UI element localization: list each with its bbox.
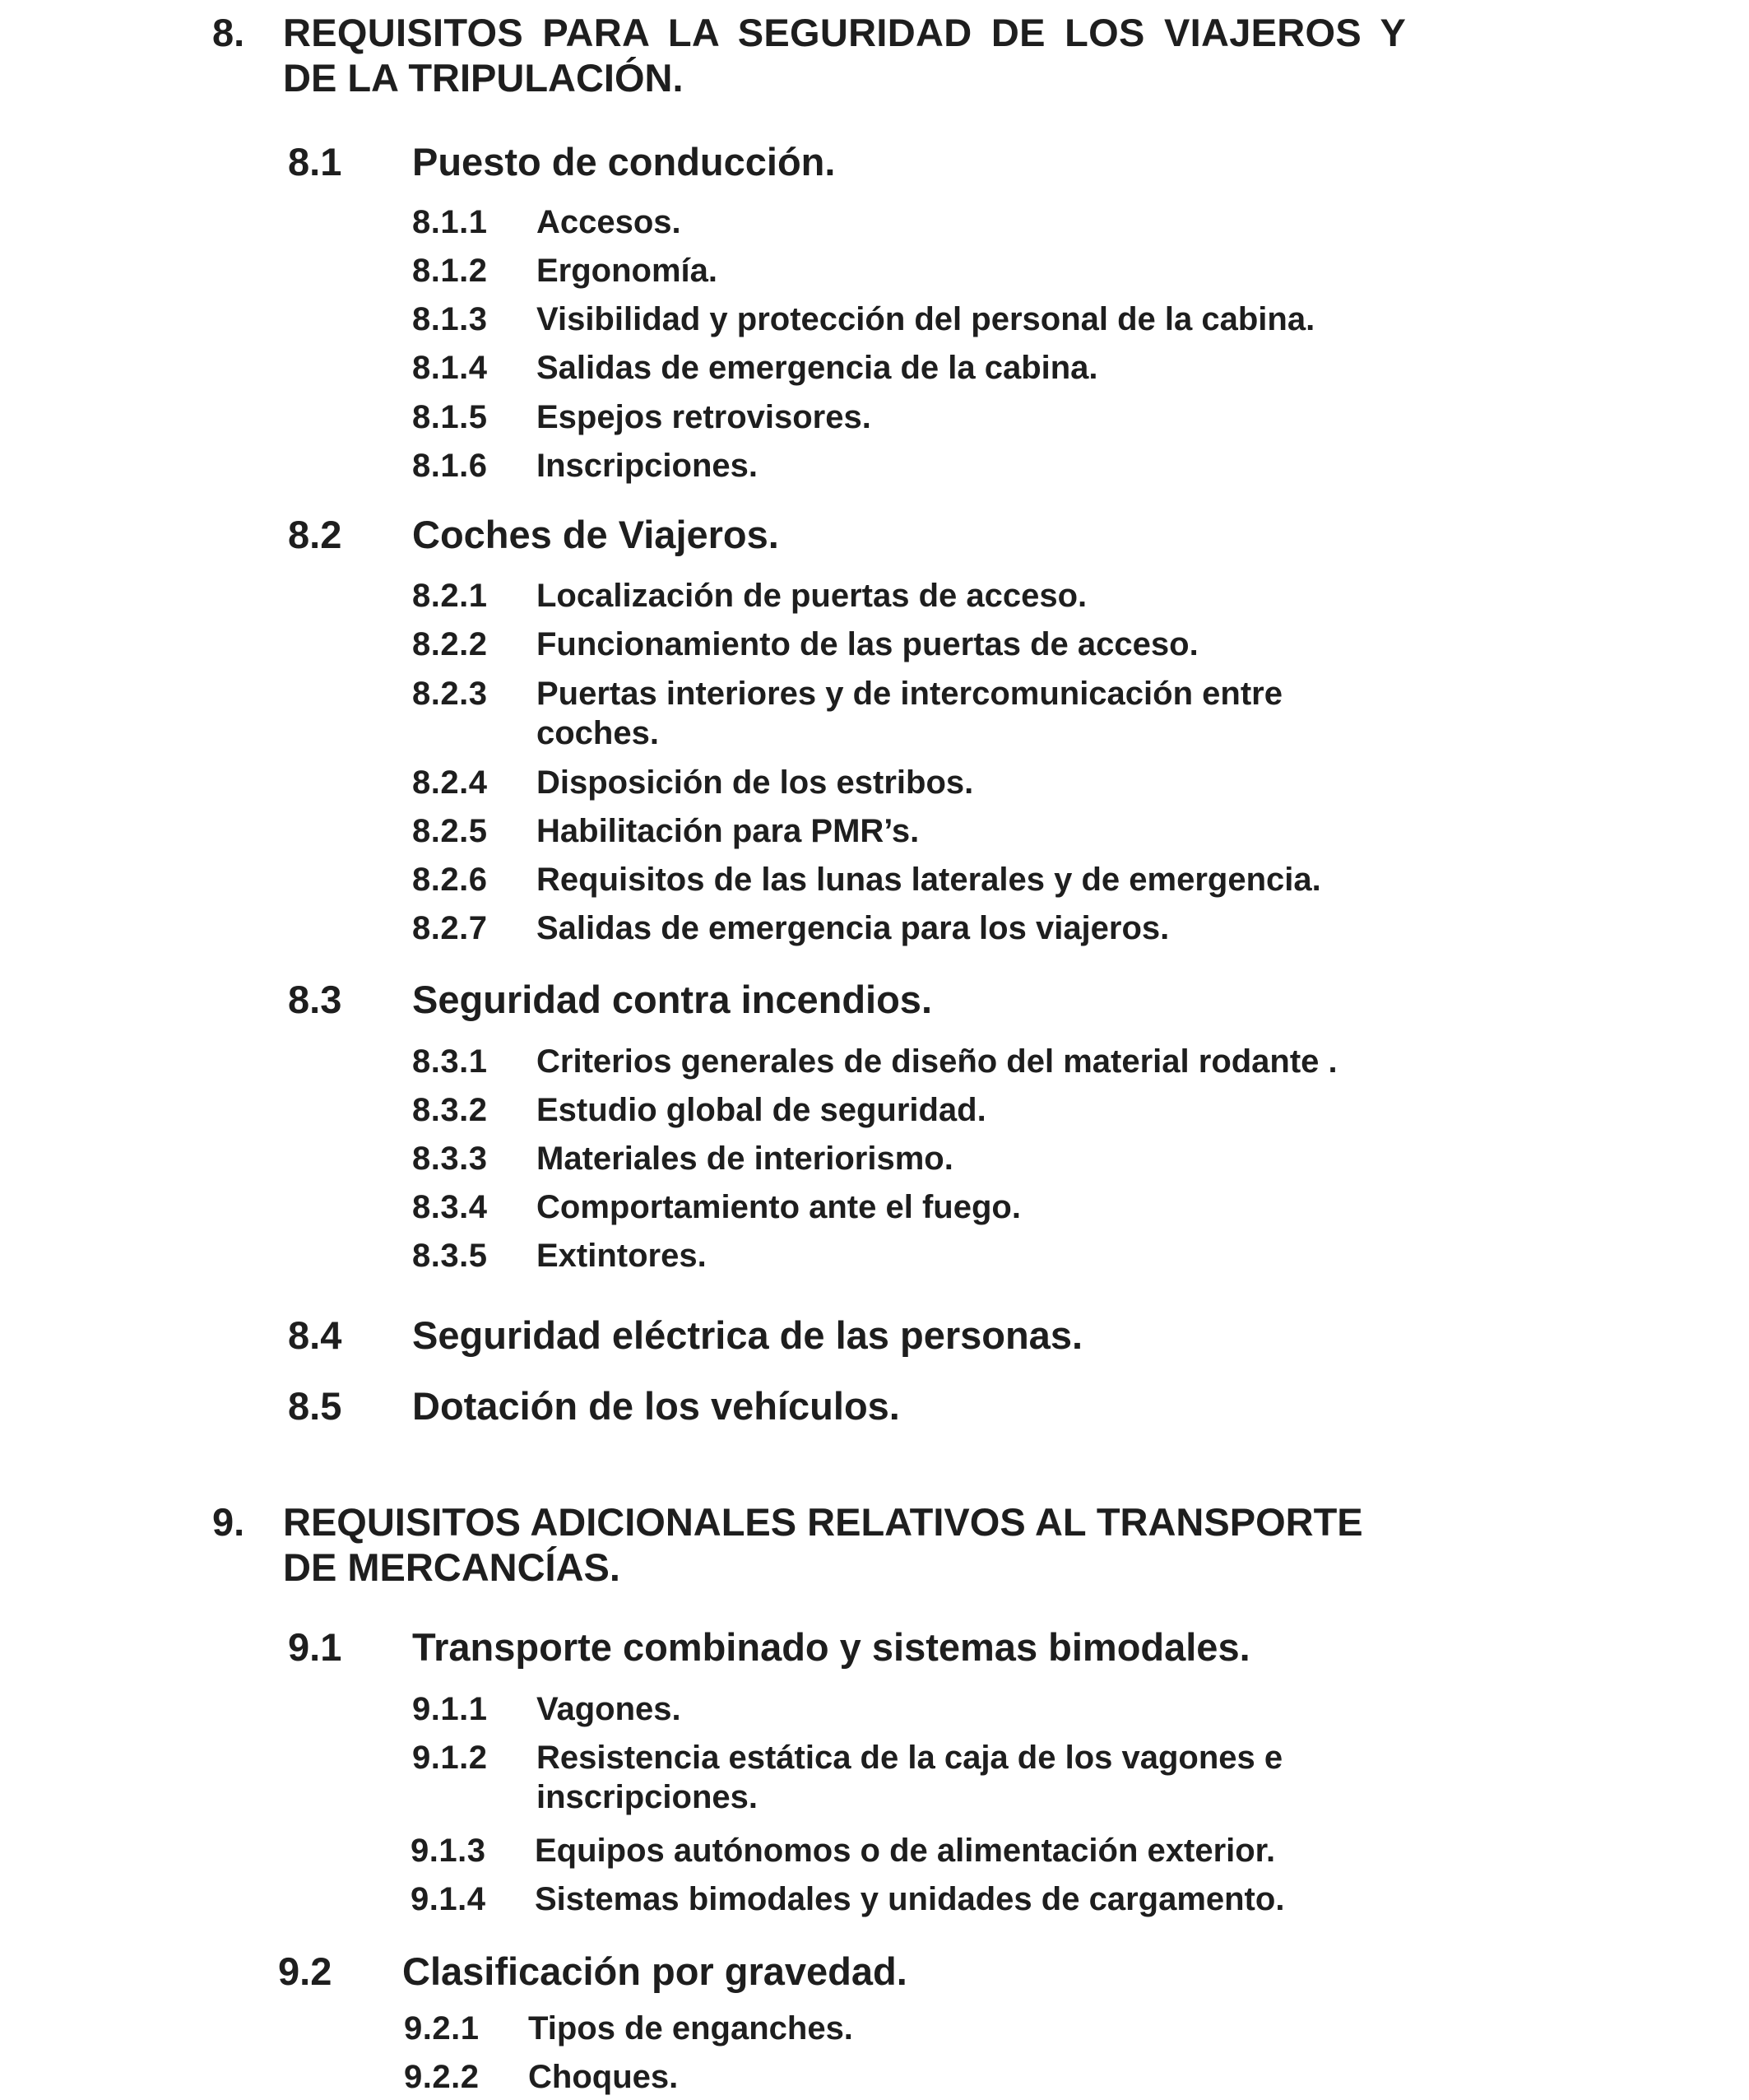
subsection-number: 9.2.1 xyxy=(404,2010,480,2047)
subsection-number: 8.1.3 xyxy=(412,301,488,337)
subsection-number: 8.3.1 xyxy=(412,1043,488,1080)
subsection-title: Salidas de emergencia para los viajeros. xyxy=(536,910,1170,946)
subsection-title xyxy=(536,1738,1283,1817)
chapter-title-line: REQUISITOS ADICIONALES RELATIVOS AL TRANSPORTE xyxy=(283,1500,1363,1544)
section-title: Seguridad eléctrica de las personas. xyxy=(412,1313,1083,1357)
subsection-title: Salidas de emergencia de la cabina. xyxy=(536,350,1098,386)
section-number: 8.4 xyxy=(288,1313,342,1357)
subsection-number: 8.1.2 xyxy=(412,253,488,289)
section-number: 8.2 xyxy=(288,513,342,556)
subsection-number: 8.2.7 xyxy=(412,910,488,946)
section-title: Dotación de los vehículos. xyxy=(412,1384,900,1428)
subsection-number: 8.1.5 xyxy=(412,399,488,435)
subsection-title-line: coches. xyxy=(536,715,659,751)
section-number: 8.1 xyxy=(288,140,342,184)
section-title: Puesto de conducción. xyxy=(412,140,836,184)
subsection-number: 8.2.2 xyxy=(412,626,488,662)
chapter-number: 8. xyxy=(212,11,245,54)
subsection-title: Choques. xyxy=(528,2059,679,2095)
section-number: 9.1 xyxy=(288,1625,342,1669)
subsection-title: Disposición de los estribos. xyxy=(536,764,974,801)
subsection-title: Materiales de interiorismo. xyxy=(536,1141,953,1177)
subsection-title: Espejos retrovisores. xyxy=(536,399,871,435)
chapter-number: 9. xyxy=(212,1500,245,1544)
chapter-title xyxy=(285,10,1437,100)
chapter-title-line: REQUISITOS PARA LA SEGURIDAD DE LOS VIAJEROS Y xyxy=(283,11,1407,54)
subsection-number: 8.3.3 xyxy=(412,1141,488,1177)
subsection-title: Visibilidad y protección del personal de la cabina. xyxy=(536,301,1315,337)
subsection-number: 8.3.5 xyxy=(412,1238,488,1274)
subsection-title-line: inscripciones. xyxy=(536,1779,758,1815)
subsection-title: Tipos de enganches. xyxy=(528,2010,853,2047)
subsection-title: Inscripciones. xyxy=(536,448,758,484)
subsection-title: Requisitos de las lunas laterales y de emergencia. xyxy=(536,862,1321,898)
subsection-title xyxy=(536,674,1283,753)
subsection-title: Extintores. xyxy=(536,1238,707,1274)
section-number: 8.3 xyxy=(288,978,342,1021)
subsection-title: Criterios generales de diseño del material rodante . xyxy=(536,1043,1338,1080)
subsection-title: Comportamiento ante el fuego. xyxy=(536,1189,1021,1225)
subsection-number: 8.2.3 xyxy=(412,676,488,712)
section-title: Seguridad contra incendios. xyxy=(412,978,932,1021)
subsection-title: Funcionamiento de las puertas de acceso. xyxy=(536,626,1199,662)
subsection-title: Vagones. xyxy=(536,1691,681,1727)
subsection-number: 9.1.2 xyxy=(412,1740,488,1776)
section-title: Transporte combinado y sistemas bimodales. xyxy=(412,1625,1250,1669)
subsection-number: 8.2.4 xyxy=(412,764,488,801)
subsection-number: 9.1.3 xyxy=(411,1833,486,1869)
subsection-title: Estudio global de seguridad. xyxy=(536,1092,986,1128)
subsection-number: 8.1.6 xyxy=(412,448,488,484)
subsection-number: 8.2.5 xyxy=(412,813,488,849)
subsection-number: 8.3.2 xyxy=(412,1092,488,1128)
subsection-title: Sistemas bimodales y unidades de cargamento. xyxy=(535,1881,1285,1917)
subsection-title-line: Resistencia estática de la caja de los vagones e xyxy=(536,1740,1283,1776)
chapter-title-line: DE MERCANCÍAS. xyxy=(283,1545,620,1589)
section-number: 9.2 xyxy=(278,1949,332,1993)
section-number: 8.5 xyxy=(288,1384,342,1428)
subsection-number: 8.2.1 xyxy=(412,578,488,614)
subsection-title: Localización de puertas de acceso. xyxy=(536,578,1088,614)
subsection-title: Habilitación para PMR’s. xyxy=(536,813,920,849)
subsection-number: 9.1.4 xyxy=(411,1881,486,1917)
subsection-number: 8.3.4 xyxy=(412,1189,488,1225)
subsection-title: Ergonomía. xyxy=(536,253,718,289)
subsection-number: 9.2.2 xyxy=(404,2059,480,2095)
section-title: Clasificación por gravedad. xyxy=(402,1949,907,1993)
chapter-title xyxy=(285,1499,1437,1590)
subsection-number: 9.1.1 xyxy=(412,1691,488,1727)
section-title: Coches de Viajeros. xyxy=(412,513,779,556)
chapter-title-line: DE LA TRIPULACIÓN. xyxy=(283,56,684,100)
subsection-title-line: Puertas interiores y de intercomunicación entre xyxy=(536,676,1283,712)
subsection-number: 8.1.4 xyxy=(412,350,488,386)
subsection-number: 8.1.1 xyxy=(412,204,488,240)
subsection-title: Equipos autónomos o de alimentación exterior. xyxy=(535,1833,1276,1869)
subsection-number: 8.2.6 xyxy=(412,862,488,898)
subsection-title: Accesos. xyxy=(536,204,681,240)
